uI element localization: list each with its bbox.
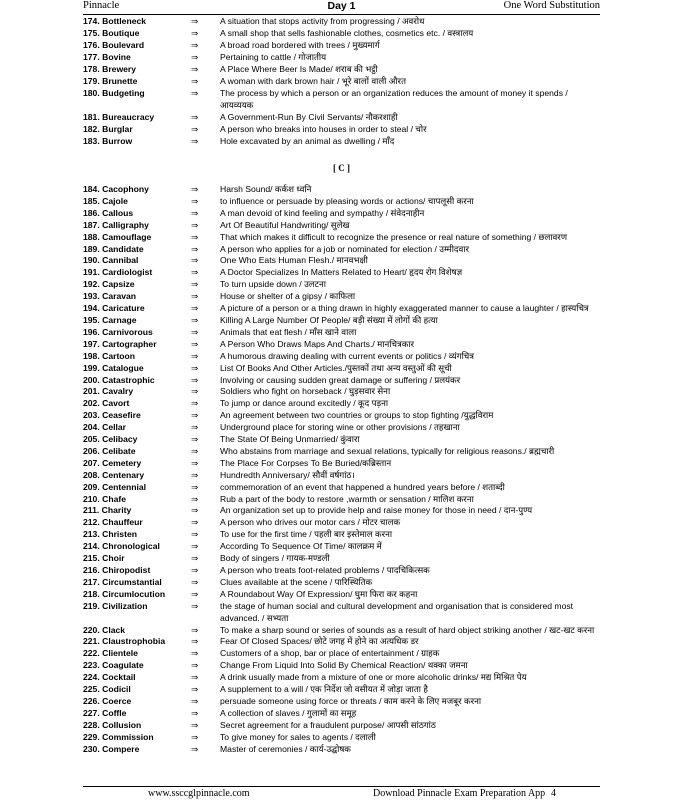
arrow-icon: ⇒ xyxy=(191,553,199,564)
arrow-icon: ⇒ xyxy=(191,362,199,373)
entry-definition: to influence or persuade by pleasing words or actions/ चापलूसी करना xyxy=(220,195,474,206)
entry-definition: Harsh Sound/ कर्कश ध्वनि xyxy=(220,184,312,194)
arrow-icon: ⇒ xyxy=(191,469,199,480)
entry-definition: Pertaining to cattle / गोजातीय xyxy=(220,52,327,62)
entry-row xyxy=(83,220,600,232)
entry-row xyxy=(83,720,600,732)
entry-row xyxy=(83,458,600,470)
entry-word: 195. Carnage xyxy=(83,314,137,325)
entry-word: 193. Caravan xyxy=(83,291,137,302)
entry-definition: The State Of Being Unmarried/ कुंवारा xyxy=(220,434,360,445)
entry-row xyxy=(83,696,600,708)
arrow-icon: ⇒ xyxy=(191,64,199,74)
entry-word: 212. Chauffeur xyxy=(83,517,143,528)
entry-word: 190. Cannibal xyxy=(83,255,139,266)
arrow-icon: ⇒ xyxy=(191,493,199,504)
entry-row xyxy=(83,339,600,351)
entry-word: 226. Coerce xyxy=(83,695,132,706)
arrow-icon: ⇒ xyxy=(191,255,199,266)
arrow-icon: ⇒ xyxy=(191,291,199,302)
entry-definition: persuade someone using force or threats / काम करने के लिए मजबूर करना xyxy=(220,695,482,706)
arrow-icon: ⇒ xyxy=(191,481,199,492)
entry-row xyxy=(83,434,600,446)
entry-definition: Underground place for storing wine or other provisions / तहखाना xyxy=(220,422,460,433)
arrow-icon: ⇒ xyxy=(191,600,199,611)
entry-word: 189. Candidate xyxy=(83,243,144,254)
entry-row xyxy=(83,636,600,648)
entry-row xyxy=(83,553,600,565)
entry-definition: A Roundabout Way Of Expression/ घुमा फिरा कर कहना xyxy=(220,588,418,599)
entry-row xyxy=(83,505,600,517)
entry-row xyxy=(83,208,600,220)
entry-row xyxy=(83,517,600,529)
entry-definition: A picture of a person or a thing drawn in highly exaggerated manner to cause a laughter / हास्यचित्र xyxy=(220,303,589,314)
entry-word: 185. Cajole xyxy=(83,195,128,206)
entry-word: 215. Choir xyxy=(83,553,125,564)
entry-word: 201. Cavalry xyxy=(83,386,134,397)
entry-row xyxy=(83,75,600,87)
entry-row xyxy=(83,351,600,363)
entry-definition: To use for the first time / पहली बार इस्तेमाल करना xyxy=(220,529,393,540)
header-day: Day 1 xyxy=(327,0,356,12)
entry-row xyxy=(83,111,600,123)
entry-row xyxy=(83,494,600,506)
entry-word: 183. Burrow xyxy=(83,136,133,146)
arrow-icon: ⇒ xyxy=(191,719,199,730)
entry-row xyxy=(83,541,600,553)
entry-definition: A collection of slaves / गुलामों का समूह xyxy=(220,707,357,718)
entry-word: 174. Bottleneck xyxy=(83,16,147,26)
entry-row xyxy=(83,279,600,291)
entry-row xyxy=(83,87,600,111)
entry-definition: Rub a part of the body to restore ,warmth or sensation / मालिश करना xyxy=(220,493,474,504)
arrow-icon: ⇒ xyxy=(191,517,199,528)
arrow-icon: ⇒ xyxy=(191,576,199,587)
entry-word: 229. Commission xyxy=(83,731,154,742)
entry-definition: Change From Liquid Into Solid By Chemical Reaction/ थक्का जमना xyxy=(220,660,468,671)
entry-word: 219. Civilization xyxy=(83,600,148,611)
entry-row xyxy=(83,327,600,339)
entry-row xyxy=(83,648,600,660)
entry-word: 216. Chiropodist xyxy=(83,565,151,575)
arrow-icon: ⇒ xyxy=(191,267,199,278)
entry-row xyxy=(83,39,600,51)
entry-definition: To turn upside down / उलटना xyxy=(220,279,326,290)
entry-word: 186. Callous xyxy=(83,207,134,218)
section-c-list xyxy=(83,184,600,756)
entry-definition: Who abstains from marriage and sexual relations, typically for religious reasons./ ब्रह्मचारी xyxy=(220,445,555,456)
arrow-icon: ⇒ xyxy=(191,195,199,206)
entry-word: 181. Bureaucracy xyxy=(83,112,155,122)
entry-word: 213. Christen xyxy=(83,529,137,540)
entry-definition: the stage of human social and cultural development and organisation that is considered most advanced. / सभ्यता xyxy=(220,600,574,623)
entry-row xyxy=(83,315,600,327)
arrow-icon: ⇒ xyxy=(191,314,199,325)
entry-row xyxy=(83,565,600,577)
entry-definition: An agreement between two countries or groups to stop fighting /युद्धविराम xyxy=(220,410,494,421)
entry-definition: Soldiers who fight on horseback / घुड़सवार सेना xyxy=(220,386,391,397)
entry-definition: A supplement to a will / एक निर्देश जो वसीयत में जोड़ा जाता है xyxy=(220,684,428,695)
entry-row xyxy=(83,684,600,696)
entry-definition: A man devoid of kind feeling and sympathy / संवेदनाहीन xyxy=(220,207,425,218)
entry-row xyxy=(83,123,600,135)
entry-row xyxy=(83,375,600,387)
entry-definition: commemoration of an event that happened a hundred years before / शताब्दी xyxy=(220,481,505,492)
page-footer xyxy=(83,786,600,799)
entry-definition: A person who applies for a job or nominated for election / उम्मीदवार xyxy=(220,243,469,254)
entry-definition: Art Of Beautiful Handwriting/ सुलेख xyxy=(220,219,350,230)
entry-word: 178. Brewery xyxy=(83,64,137,74)
entry-row xyxy=(83,422,600,434)
entry-definition: A Government-Run By Civil Servants/ नौकरशाही xyxy=(220,112,398,122)
entry-row xyxy=(83,291,600,303)
entry-word: 221. Claustrophobia xyxy=(83,636,166,647)
entry-definition: Secret agreement for a fraudulent purpose/ आपसी सांठगांठ xyxy=(220,719,436,730)
arrow-icon: ⇒ xyxy=(191,243,199,254)
entry-word: 222. Clientele xyxy=(83,648,138,659)
arrow-icon: ⇒ xyxy=(191,648,199,659)
arrow-icon: ⇒ xyxy=(191,731,199,742)
entry-row xyxy=(83,244,600,256)
arrow-icon: ⇒ xyxy=(191,16,199,26)
entry-word: 197. Cartographer xyxy=(83,338,157,349)
page-header xyxy=(83,0,600,15)
entry-row xyxy=(83,744,600,756)
entry-definition: Customers of a shop, bar or place of entertainment / ग्राहक xyxy=(220,648,440,659)
entry-row xyxy=(83,363,600,375)
entry-definition: The process by which a person or an organization reduces the amount of money it spends / आयव्ययक xyxy=(220,88,568,110)
arrow-icon: ⇒ xyxy=(191,636,199,647)
arrow-icon: ⇒ xyxy=(191,303,199,314)
entry-word: 218. Circumlocution xyxy=(83,588,166,599)
arrow-icon: ⇒ xyxy=(191,422,199,433)
entry-word: 206. Celibate xyxy=(83,445,136,456)
entry-word: 176. Boulevard xyxy=(83,40,145,50)
entry-definition: Fear Of Closed Spaces/ छोटे जगह में होने का अत्यधिक डर xyxy=(220,636,419,647)
entry-word: 179. Brunette xyxy=(83,76,138,86)
entry-word: 194. Caricature xyxy=(83,303,145,314)
entry-row xyxy=(83,708,600,720)
entry-definition: An organization set up to provide help and raise money for those in need / दान-पुण्य xyxy=(220,505,533,516)
arrow-icon: ⇒ xyxy=(191,184,199,194)
arrow-icon: ⇒ xyxy=(191,88,199,98)
entry-definition: One Who Eats Human Flesh./ मानवभक्षी xyxy=(220,255,368,266)
entry-word: 175. Boutique xyxy=(83,28,140,38)
entry-row xyxy=(83,267,600,279)
entry-word: 203. Ceasefire xyxy=(83,410,141,421)
entry-row xyxy=(83,446,600,458)
entry-definition: List Of Books And Other Articles./पुस्तकों तथा अन्य वस्तुओं की सूची xyxy=(220,362,452,373)
arrow-icon: ⇒ xyxy=(191,660,199,671)
arrow-icon: ⇒ xyxy=(191,338,199,349)
footer-download-text: Download Pinnacle Exam Preparation App xyxy=(373,788,546,799)
entry-word: 204. Cellar xyxy=(83,422,126,433)
entry-definition: House or shelter of a gipsy / काफिला xyxy=(220,291,356,302)
arrow-icon: ⇒ xyxy=(191,707,199,718)
entry-word: 210. Chafe xyxy=(83,493,126,504)
arrow-icon: ⇒ xyxy=(191,434,199,445)
entry-word: 208. Centenary xyxy=(83,469,145,480)
entry-word: 192. Capsize xyxy=(83,279,135,290)
arrow-icon: ⇒ xyxy=(191,207,199,218)
arrow-icon: ⇒ xyxy=(191,672,199,683)
entry-row xyxy=(83,625,600,637)
entry-row xyxy=(83,589,600,601)
arrow-icon: ⇒ xyxy=(191,565,199,575)
entry-row xyxy=(83,232,600,244)
entry-word: 217. Circumstantial xyxy=(83,576,162,587)
arrow-icon: ⇒ xyxy=(191,124,199,134)
entry-word: 198. Cartoon xyxy=(83,350,136,361)
entry-word: 223. Coagulate xyxy=(83,660,144,671)
entry-word: 184. Cacophony xyxy=(83,184,149,194)
entry-row xyxy=(83,63,600,75)
entry-word: 225. Codicil xyxy=(83,684,131,695)
entry-word: 191. Cardiologist xyxy=(83,267,153,278)
entry-row xyxy=(83,135,600,147)
page-number: 4 xyxy=(551,788,556,799)
entry-row xyxy=(83,672,600,684)
entry-definition: To give money for sales to agents / दलाली xyxy=(220,731,376,742)
entry-definition: A Place Where Beer Is Made/ शराब की भट्ठी xyxy=(220,64,378,74)
entry-definition: To jump or dance around excitedly / कूद पड़ना xyxy=(220,398,389,409)
entry-definition: A humorous drawing dealing with current events or politics / व्यंगचित्र xyxy=(220,350,474,361)
entry-row xyxy=(83,470,600,482)
arrow-icon: ⇒ xyxy=(191,410,199,421)
arrow-icon: ⇒ xyxy=(191,350,199,361)
entry-row xyxy=(83,386,600,398)
arrow-icon: ⇒ xyxy=(191,445,199,456)
entry-definition: A Person Who Draws Maps And Charts./ मानचित्रकार xyxy=(220,338,415,349)
arrow-icon: ⇒ xyxy=(191,374,199,385)
entry-definition: A broad road bordered with trees / मुख्यमार्ग xyxy=(220,40,380,50)
entry-row xyxy=(83,482,600,494)
header-brand: Pinnacle xyxy=(83,0,120,11)
arrow-icon: ⇒ xyxy=(191,588,199,599)
section-b-list xyxy=(83,15,600,147)
entry-row xyxy=(83,398,600,410)
entry-definition: Hole excavated by an animal as dwelling / माँद xyxy=(220,136,395,146)
entry-definition: A person who treats foot-related problems / पादचिकित्सक xyxy=(220,565,430,575)
arrow-icon: ⇒ xyxy=(191,112,199,122)
entry-definition: Clues available at the scene / पारिस्थितिक xyxy=(220,576,373,587)
entry-word: 199. Catalogue xyxy=(83,362,144,373)
entry-row xyxy=(83,303,600,315)
entry-definition: Killing A Large Number Of People/ बड़ी संख्या में लोगों की हत्या xyxy=(220,314,438,325)
entry-word: 180. Budgeting xyxy=(83,88,145,98)
entry-definition: Master of ceremonies / कार्य-उद्घोषक xyxy=(220,743,351,754)
arrow-icon: ⇒ xyxy=(191,386,199,397)
entry-word: 187. Calligraphy xyxy=(83,219,149,230)
entry-row xyxy=(83,577,600,589)
entry-definition: That which makes it difficult to recognize the presence or real nature of something / छलावरण xyxy=(220,231,568,242)
entry-definition: A Doctor Specializes In Matters Related to Heart/ हृदय रोग विशेषज्ञ xyxy=(220,267,463,278)
entry-definition: To make a sharp sound or series of sounds as a result of hard object striking another / खट-खट करना xyxy=(220,624,595,635)
arrow-icon: ⇒ xyxy=(191,457,199,468)
entry-row xyxy=(83,27,600,39)
entry-word: 230. Compere xyxy=(83,743,140,754)
entry-definition: Animals that eat flesh / माँस खाने वाला xyxy=(220,326,357,337)
entry-row xyxy=(83,601,600,625)
entry-row xyxy=(83,51,600,63)
entry-row xyxy=(83,196,600,208)
entry-definition: A small shop that sells fashionable clothes, cosmetics etc. / वस्त्रालय xyxy=(220,28,474,38)
arrow-icon: ⇒ xyxy=(191,52,199,62)
entry-word: 227. Coffle xyxy=(83,707,127,718)
entry-row xyxy=(83,255,600,267)
arrow-icon: ⇒ xyxy=(191,541,199,552)
entry-definition: A person who drives our motor cars / मोटर चालक xyxy=(220,517,401,528)
arrow-icon: ⇒ xyxy=(191,695,199,706)
entry-word: 220. Clack xyxy=(83,624,126,635)
arrow-icon: ⇒ xyxy=(191,219,199,230)
entry-definition: Body of singers / गायक-मण्डली xyxy=(220,553,330,564)
entry-definition: A situation that stops activity from progressing / अवरोध xyxy=(220,16,425,26)
entry-definition: A person who breaks into houses in order to steal / चोर xyxy=(220,124,427,134)
arrow-icon: ⇒ xyxy=(191,136,199,146)
entry-row xyxy=(83,660,600,672)
entry-definition: The Place For Corpses To Be Buried/कब्रिस्तान xyxy=(220,457,392,468)
entry-definition: Involving or causing sudden great damage or suffering / प्रलयंकर xyxy=(220,374,461,385)
entry-word: 214. Chronological xyxy=(83,541,160,552)
arrow-icon: ⇒ xyxy=(191,684,199,695)
entry-word: 228. Collusion xyxy=(83,719,142,730)
arrow-icon: ⇒ xyxy=(191,40,199,50)
arrow-icon: ⇒ xyxy=(191,743,199,754)
entry-word: 202. Cavort xyxy=(83,398,130,409)
arrow-icon: ⇒ xyxy=(191,529,199,540)
entry-row xyxy=(83,529,600,541)
arrow-icon: ⇒ xyxy=(191,28,199,38)
entry-row xyxy=(83,732,600,744)
header-topic: One Word Substitution xyxy=(503,0,600,11)
arrow-icon: ⇒ xyxy=(191,231,199,242)
arrow-icon: ⇒ xyxy=(191,398,199,409)
entry-word: 207. Cemetery xyxy=(83,457,142,468)
entry-word: 211. Charity xyxy=(83,505,132,516)
arrow-icon: ⇒ xyxy=(191,624,199,635)
entry-definition: A drink usually made from a mixture of one or more alcoholic drinks/ मद्य मिश्रित पेय xyxy=(220,672,527,683)
entry-word: 182. Burglar xyxy=(83,124,133,134)
entry-word: 209. Centennial xyxy=(83,481,147,492)
entry-word: 188. Camouflage xyxy=(83,231,152,242)
arrow-icon: ⇒ xyxy=(191,505,199,516)
entry-word: 196. Carnivorous xyxy=(83,326,153,337)
arrow-icon: ⇒ xyxy=(191,76,199,86)
entry-word: 224. Cocktail xyxy=(83,672,136,683)
arrow-icon: ⇒ xyxy=(191,279,199,290)
entry-row xyxy=(83,15,600,27)
entry-row xyxy=(83,410,600,422)
section-c-title: [ C ] xyxy=(333,163,350,173)
entry-row xyxy=(83,184,600,196)
entry-definition: A woman with dark brown hair / भूरे बालों वाली औरत xyxy=(220,76,406,86)
entry-word: 200. Catastrophic xyxy=(83,374,155,385)
footer-website: www.ssccglpinnacle.com xyxy=(148,788,250,799)
arrow-icon: ⇒ xyxy=(191,326,199,337)
entry-definition: According To Sequence Of Time/ कालक्रम में xyxy=(220,541,382,552)
entry-word: 177. Bovine xyxy=(83,52,131,62)
entry-definition: Hundredth Anniversary/ सौवीं वर्षगांठ। xyxy=(220,469,355,480)
entry-word: 205. Celibacy xyxy=(83,434,138,445)
